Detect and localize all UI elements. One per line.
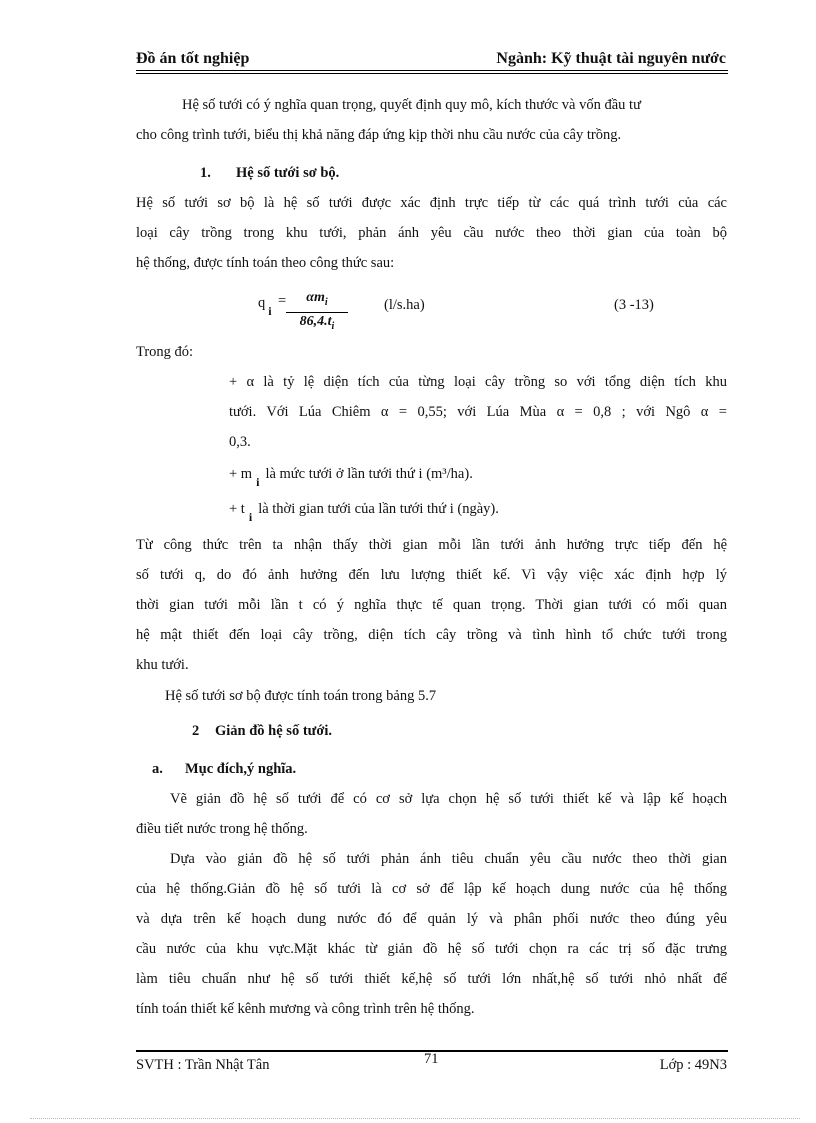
where-t-text: là thời gian tưới của lần tưới thứ i (ngày). <box>258 501 499 517</box>
subsection-a-title: Mục đích,ý nghĩa. <box>185 761 297 777</box>
para5-line-2: của hệ thống.Giản đồ hệ số tưới là cơ sở để lập kế hoạch dung nước của hệ thống <box>136 881 727 897</box>
intro-line-2: cho công trình tưới, biểu thị khả năng đáp ứng kịp thời nhu cầu nước của cây trồng. <box>136 127 622 143</box>
fraction-bar <box>286 312 348 313</box>
para3: Hệ số tưới sơ bộ được tính toán trong bảng 5.7 <box>165 688 437 704</box>
formula-denominator <box>286 314 348 335</box>
section2-title: Giản đồ hệ số tưới. <box>215 723 333 739</box>
para2-line-3: thời gian tưới mỗi lần t có ý nghĩa thực tế quan trọng. Thời gian tưới có mối quan <box>136 597 727 613</box>
para4-line-2: điều tiết nước trong hệ thống. <box>136 821 308 837</box>
header-right: Ngành: Kỹ thuật tài nguyên nước <box>496 50 726 67</box>
para5-line-1: Dựa vào giản đồ hệ số tưới phản ánh tiêu chuẩn yêu cầu nước theo thời gian <box>170 851 727 867</box>
para5-line-5: làm tiêu chuẩn như hệ số tưới thiết kế,hệ số tưới lớn nhất,hệ số tưới nhỏ nhất để <box>136 971 727 987</box>
para2-line-4: hệ mật thiết đến loại cây trồng, diện tích cây trồng và tình hình tổ chức tưới trong <box>136 627 727 643</box>
formula-lhs-q: q <box>258 295 266 311</box>
formula-lhs-sub: i <box>268 303 272 318</box>
formula-fraction <box>286 290 348 335</box>
formula-equals: = <box>278 293 287 309</box>
formula-denominator-text: 86,4.t <box>299 313 332 329</box>
header-rule <box>136 70 728 71</box>
subsection-a-label: a. <box>152 761 163 777</box>
where-t-sub: i <box>248 509 253 524</box>
formula-unit: (l/s.ha) <box>384 297 425 313</box>
formula-denominator-sub: i <box>331 320 335 332</box>
para5-line-3: và dựa trên kế hoạch dung nước đó để quản lý và phân phối nước theo đúng yêu <box>136 911 727 927</box>
formula-number: (3 -13) <box>614 297 654 313</box>
footer-left: SVTH : Trần Nhật Tân <box>136 1057 270 1073</box>
where-alpha-line-1: + α là tỷ lệ diện tích của từng loại cây trồng so với tổng diện tích khu <box>229 374 727 390</box>
section2-number: 2 <box>192 723 200 739</box>
where-m-sub: i <box>256 474 260 489</box>
where-t-prefix: + t <box>229 501 245 517</box>
formula-numerator-sub: i <box>324 296 328 308</box>
where-t-line <box>229 494 499 528</box>
section1-para-line-3: hệ thống, được tính toán theo công thức sau: <box>136 255 395 271</box>
intro-line-1: Hệ số tưới có ý nghĩa quan trọng, quyết định quy mô, kích thước và vốn đầu tư <box>182 97 641 113</box>
section1-para-line-1: Hệ số tưới sơ bộ là hệ số tưới được xác định trực tiếp từ các quá trình tưới của các <box>136 195 727 211</box>
page-bottom-dotted-edge <box>30 1118 800 1119</box>
para5-line-4: cầu nước của khu vực.Mặt khác từ giản đồ hệ số tưới chọn ra các trị số đặc trưng <box>136 941 727 957</box>
footer-right: Lớp : 49N3 <box>659 1057 727 1073</box>
para5-line-6: tính toán thiết kế kênh mương và công trình trên hệ thống. <box>136 1001 475 1017</box>
header-rule-double <box>136 73 728 74</box>
where-m-prefix: + m <box>229 466 253 482</box>
para2-line-1: Từ công thức trên ta nhận thấy thời gian mỗi lần tưới ảnh hưởng trực tiếp đến hệ <box>136 537 727 553</box>
where-alpha-line-3: 0,3. <box>229 434 251 450</box>
where-label: Trong đó: <box>136 344 194 360</box>
where-alpha-line-2: tưới. Với Lúa Chiêm α = 0,55; với Lúa Mùa α = 0,8 ; với Ngô α = <box>229 404 727 420</box>
formula-lhs <box>258 288 272 322</box>
para2-line-2: số tưới q, do đó ảnh hưởng đến lưu lượng thiết kế. Vì vậy việc xác định hợp lý <box>136 567 727 583</box>
footer-page-number: 71 <box>424 1051 439 1067</box>
where-m-line <box>229 459 473 493</box>
section1-para-line-2: loại cây trồng trong khu tưới, phản ánh yêu cầu nước theo thời gian của toàn bộ <box>136 225 727 241</box>
section1-number: 1. <box>200 165 211 181</box>
header-left: Đồ án tốt nghiệp <box>136 50 250 67</box>
para2-line-5: khu tưới. <box>136 657 189 673</box>
where-m-text: là mức tưới ở lần tưới thứ i (m³/ha). <box>265 466 473 482</box>
formula-numerator-text: αm <box>306 290 325 305</box>
section1-title: Hệ số tưới sơ bộ. <box>236 165 340 181</box>
para4-line-1: Vẽ giản đồ hệ số tưới để có cơ sở lựa chọn hệ số tưới thiết kế và lập kế hoạch <box>170 791 727 807</box>
formula-numerator <box>286 290 348 311</box>
